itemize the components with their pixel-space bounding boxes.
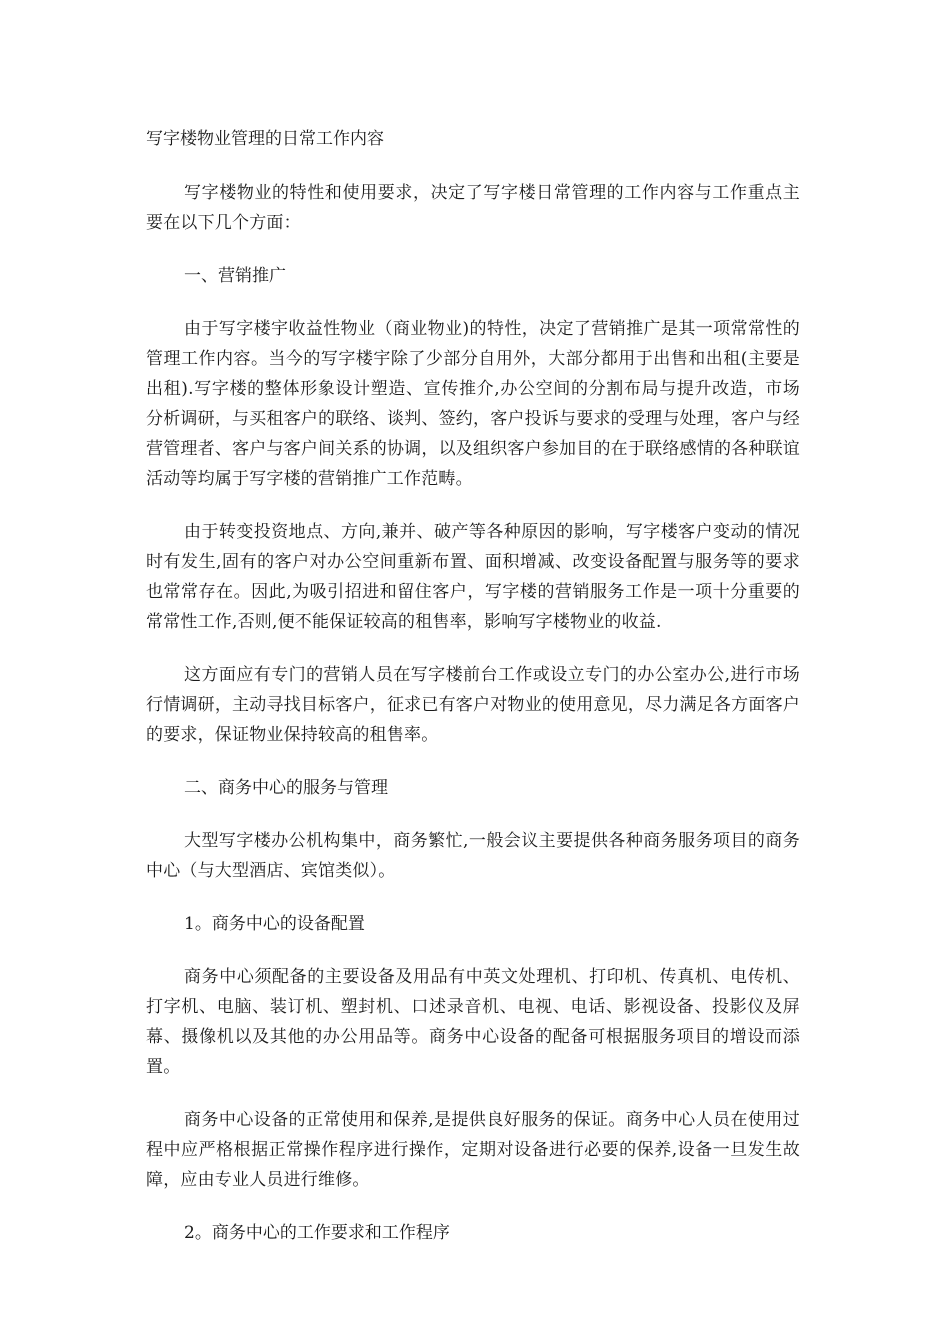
body-paragraph: 大型写字楼办公机构集中，商务繁忙,一般会议主要提供各种商务服务项目的商务中心（与大型酒店、宾馆类似）。 xyxy=(146,831,800,881)
intro-paragraph: 写字楼物业的特性和使用要求，决定了写字楼日常管理的工作内容与工作重点主要在以下几个方面： xyxy=(146,183,800,233)
body-paragraph: 由于写字楼宇收益性物业（商业物业)的特性，决定了营销推广是其一项常常性的管理工作内容。当今的写字楼宇除了少部分自用外，大部分都用于出售和出租(主要是出租).写字楼的整体形象设计塑造、宣传推介,办公空间的分割布局与提升改造，市场分析调研，与买租客户的联络、谈判、签约，客户投诉与要求的受理与处理，客户与经营管理者、客户与客户间关系的协调，以及组织客户参加目的在于联络感情的各种联谊活动等均属于写字楼的营销推广工作范畴。 xyxy=(146,319,800,489)
section-heading-business-center: 二、商务中心的服务与管理 xyxy=(184,778,388,798)
body-paragraph: 这方面应有专门的营销人员在写字楼前台工作或设立专门的办公室办公,进行市场行情调研，主动寻找目标客户，征求已有客户对物业的使用意见，尽力满足各方面客户的要求，保证物业保持较高的租售率。 xyxy=(146,665,800,745)
body-paragraph: 商务中心须配备的主要设备及用品有中英文处理机、打印机、传真机、电传机、打字机、电脑、装订机、塑封机、口述录音机、电视、电话、影视设备、投影仪及屏幕、摄像机以及其他的办公用品等。商务中心设备的配备可根据服务项目的增设而添置。 xyxy=(146,967,800,1077)
document-page xyxy=(146,124,800,1271)
document-title: 写字楼物业管理的日常工作内容 xyxy=(146,129,384,149)
body-paragraph: 商务中心设备的正常使用和保养,是提供良好服务的保证。商务中心人员在使用过程中应严格根据正常操作程序进行操作，定期对设备进行必要的保养,设备一旦发生故障，应由专业人员进行维修。 xyxy=(146,1110,800,1190)
body-paragraph: 由于转变投资地点、方向,兼并、破产等各种原因的影响，写字楼客户变动的情况时有发生,固有的客户对办公空间重新布置、面积增减、改变设备配置与服务等的要求也常常存在。因此,为吸引招进和留住客户，写字楼的营销服务工作是一项十分重要的常常性工作,否则,便不能保证较高的租售率，影响写字楼物业的收益. xyxy=(146,522,800,632)
subsection-heading-equipment: 1。商务中心的设备配置 xyxy=(184,914,365,934)
subsection-heading-procedures: 2。商务中心的工作要求和工作程序 xyxy=(184,1223,450,1243)
section-heading-marketing: 一、营销推广 xyxy=(184,266,286,286)
